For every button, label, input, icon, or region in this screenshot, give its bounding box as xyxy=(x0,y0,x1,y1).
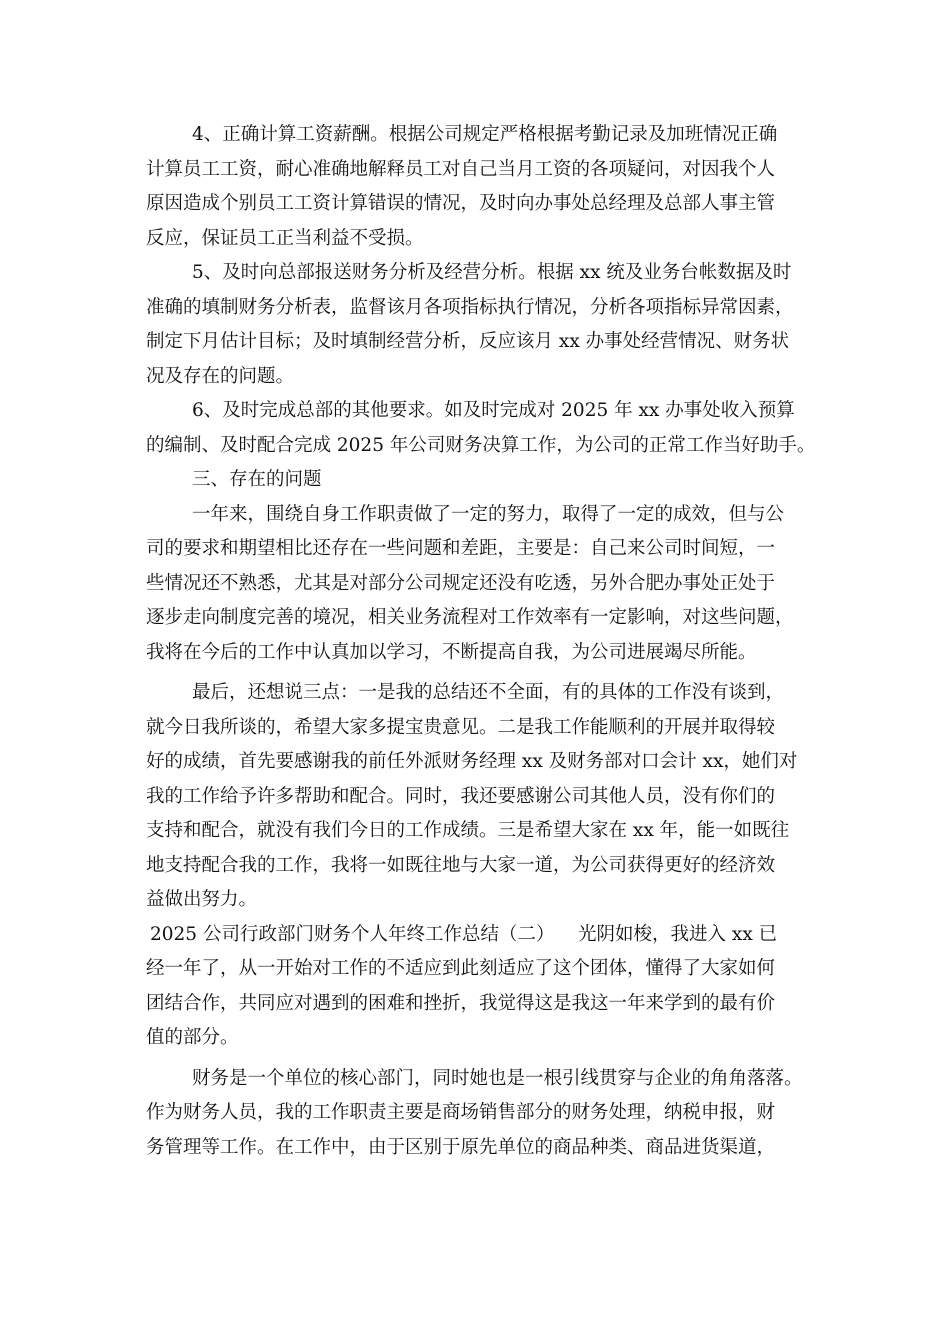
section-heading-problems: 三、存在的问题 xyxy=(192,469,322,490)
finance-paragraph-line-2: 作为财务人员，我的工作职责主要是商场销售部分的财务处理，纳税申报，财 xyxy=(146,1102,776,1123)
document-body xyxy=(146,118,818,1165)
closing-paragraph-line-5: 支持和配合，就没有我们今日的工作成绩。三是希望大家在 xx 年，能一如既往 xyxy=(146,820,790,841)
problems-paragraph-line-1: 一年来，围绕自身工作职责做了一定的努力，取得了一定的成效，但与公 xyxy=(192,503,785,525)
section-title-continuation: 光阴如梭，我进入 xx 已 xyxy=(578,923,778,945)
intro-paragraph-line-3: 团结合作，共同应对遇到的困难和挫折，我觉得这是我这一年来学到的最有价 xyxy=(146,992,776,1014)
paragraph-4-line-4: 反应，保证员工正当利益不受损。 xyxy=(146,227,424,249)
problems-paragraph-line-5: 我将在今后的工作中认真加以学习，不断提高自我，为公司进展竭尽所能。 xyxy=(146,641,757,663)
closing-paragraph-line-1: 最后，还想说三点：一是我的总结还不全面，有的具体的工作没有谈到， xyxy=(192,682,785,703)
paragraph-5-line-2: 准确的填制财务分析表，监督该月各项指标执行情况，分析各项指标异常因素， xyxy=(146,296,794,318)
paragraph-5-line-3: 制定下月估计目标；及时填制经营分析，反应该月 xx 办事处经营情况、财务状 xyxy=(146,331,790,352)
paragraph-5-line-4: 况及存在的问题。 xyxy=(146,365,295,387)
paragraph-4-line-3: 原因造成个别员工工资计算错误的情况，及时向办事处总经理及总部人事主管 xyxy=(146,193,776,214)
intro-paragraph-line-4: 值的部分。 xyxy=(146,1027,239,1048)
closing-paragraph-line-2: 就今日我所谈的，希望大家多提宝贵意见。二是我工作能顺利的开展并取得较 xyxy=(146,716,776,738)
problems-paragraph-line-2: 司的要求和期望相比还存在一些问题和差距，主要是：自己来公司时间短，一 xyxy=(146,538,776,559)
section-title: 2025 公司行政部门财务个人年终工作总结（二） xyxy=(150,923,555,945)
closing-paragraph-line-6: 地支持配合我的工作，我将一如既往地与大家一道，为公司获得更好的经济效 xyxy=(146,854,776,876)
finance-paragraph-line-1: 财务是一个单位的核心部门，同时她也是一根引线贯穿与企业的角角落落。 xyxy=(192,1067,803,1089)
section-title-line xyxy=(150,918,818,953)
intro-paragraph-line-2: 经一年了，从一开始对工作的不适应到此刻适应了这个团体，懂得了大家如何 xyxy=(146,958,776,979)
problems-paragraph-line-3: 些情况还不熟悉，尤其是对部分公司规定还没有吃透，另外合肥办事处正处于 xyxy=(146,572,776,594)
finance-paragraph-line-3: 务管理等工作。在工作中，由于区别于原先单位的商品种类、商品进货渠道， xyxy=(146,1136,776,1158)
paragraph-5-line-1: 5、及时向总部报送财务分析及经营分析。根据 xx 统及业务台帐数据及时 xyxy=(192,262,792,283)
paragraph-4-line-2: 计算员工工资，耐心准确地解释员工对自己当月工资的各项疑问，对因我个人 xyxy=(146,158,776,180)
paragraph-4-line-1: 4、正确计算工资薪酬。根据公司规定严格根据考勤记录及加班情况正确 xyxy=(192,124,778,145)
problems-paragraph-line-4: 逐步走向制度完善的境况，相关业务流程对工作效率有一定影响，对这些问题， xyxy=(146,607,794,628)
closing-paragraph-line-4: 我的工作给予许多帮助和配合。同时，我还要感谢公司其他人员，没有你们的 xyxy=(146,785,776,807)
closing-paragraph-line-3: 好的成绩，首先要感谢我的前任外派财务经理 xx 及财务部对口会计 xx，她们对 xyxy=(146,751,798,772)
paragraph-6-line-1: 6、及时完成总部的其他要求。如及时完成对 2025 年 xx 办事处收入预算 xyxy=(192,400,795,421)
closing-paragraph-line-7: 益做出努力。 xyxy=(146,889,258,910)
paragraph-6-line-2: 的编制、及时配合完成 2025 年公司财务决算工作，为公司的正常工作当好助手。 xyxy=(146,434,816,456)
